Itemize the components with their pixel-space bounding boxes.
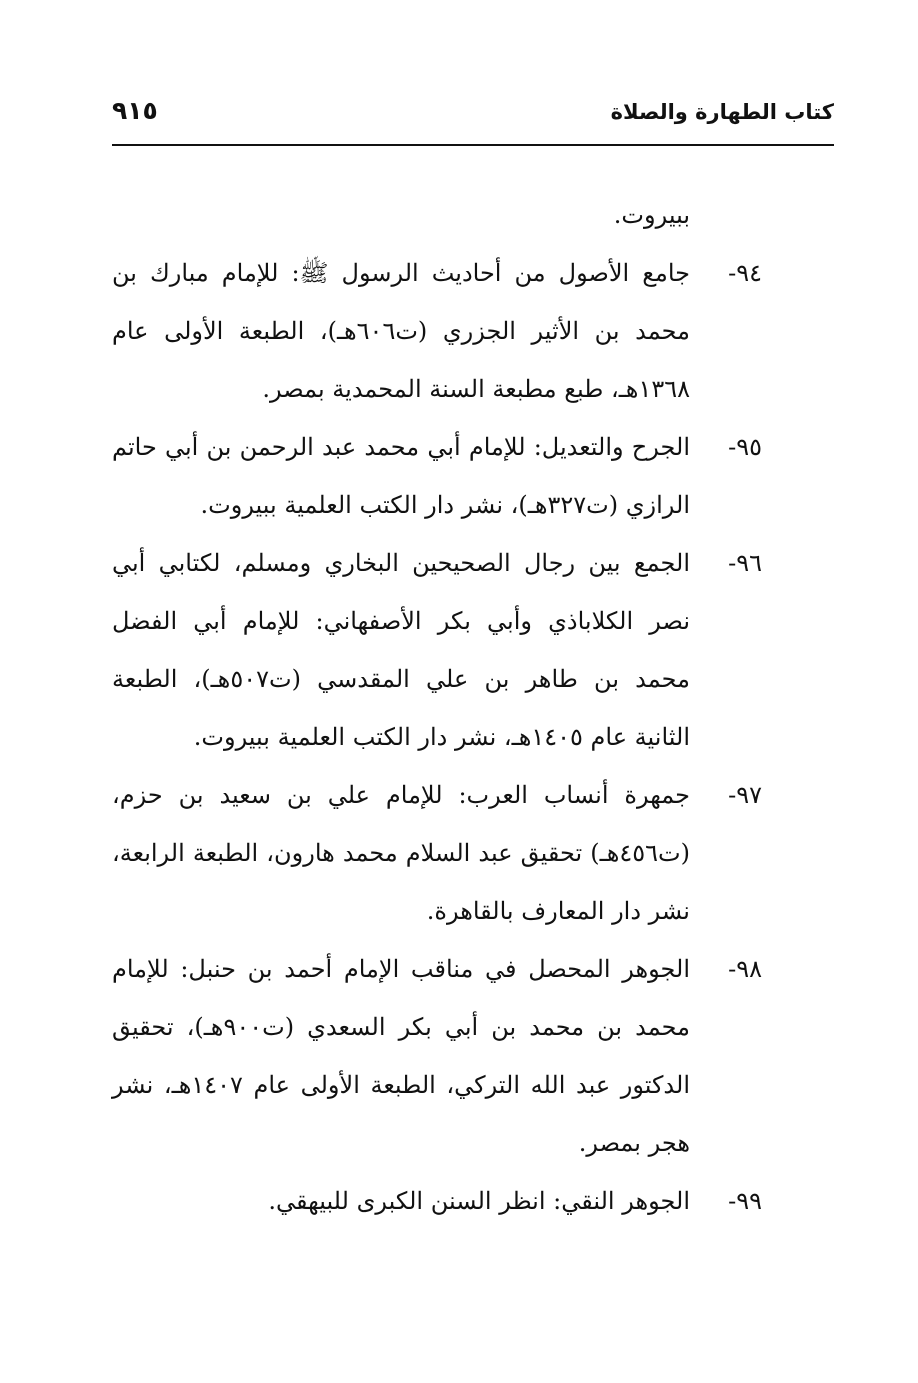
entry-number: ٩٥- — [728, 433, 762, 461]
bibliography-entry-98 — [112, 940, 762, 1172]
running-title: كتاب الطهارة والصلاة — [610, 100, 834, 124]
entry-text: الجوهر المحصل في مناقب الإمام أحمد بن حنبل: للإمام محمد بن محمد بن أبي بكر السعدي (ت٩٠٠هـ)، تحقيق الدكتور عبد الله التركي، الطبعة الأولى عام ١٤٠٧هـ، نشر هجر بمصر. — [112, 955, 691, 1157]
entry-text: الجمع بين رجال الصحيحين البخاري ومسلم، لكتابي أبي نصر الكلاباذي وأبي بكر الأصفهاني: للإمام أبي الفضل محمد بن طاهر بن علي المقدسي (ت٥٠٧هـ)، الطبعة الثانية عام ١٤٠٥هـ، نشر دار الكتب العلمية ببيروت. — [112, 549, 690, 751]
entry-text: جمهرة أنساب العرب: للإمام علي بن سعيد بن حزم، (ت٤٥٦هـ) تحقيق عبد السلام محمد هارون، الطبعة الرابعة، نشر دار المعارف بالقاهرة. — [112, 781, 690, 925]
entry-number: ٩٧- — [728, 781, 762, 809]
entry-number: ٩٩- — [728, 1187, 762, 1215]
bibliography-entry-97 — [112, 766, 762, 940]
entry-text: جامع الأصول من أحاديث الرسول ﷺ: للإمام مبارك بن محمد بن الأثير الجزري (ت٦٠٦هـ)، الطبعة الأولى عام ١٣٦٨هـ، طبع مطبعة السنة المحمدية بمصر. — [112, 259, 690, 403]
bibliography-entry-99 — [112, 1172, 762, 1230]
continued-text: ببيروت. — [613, 201, 690, 229]
bibliography-entry-96 — [112, 534, 762, 766]
page-number: ٩١٥ — [112, 96, 158, 125]
bibliography-entry-94 — [112, 244, 762, 418]
entry-number: ٩٤- — [728, 259, 762, 287]
entry-number: ٩٦- — [728, 549, 762, 577]
entry-text: الجوهر النقي: انظر السنن الكبرى للبيهقي. — [268, 1187, 690, 1215]
header-divider — [112, 144, 834, 146]
bibliography-list — [112, 186, 762, 1230]
entry-number: ٩٨- — [728, 955, 762, 983]
bibliography-entry-95 — [112, 418, 762, 534]
page-header — [112, 94, 834, 146]
entry-text: الجرح والتعديل: للإمام أبي محمد عبد الرحمن بن أبي حاتم الرازي (ت٣٢٧هـ)، نشر دار الكتب العلمية ببيروت. — [112, 433, 690, 519]
